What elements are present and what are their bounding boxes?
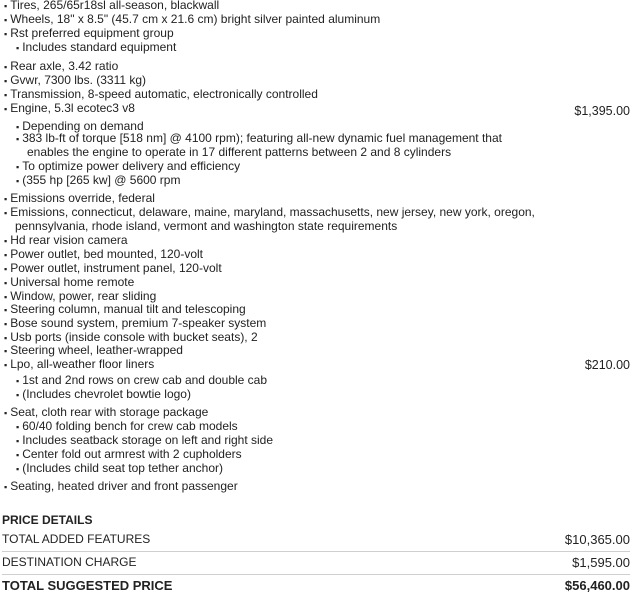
- feature-text: Steering wheel, leather-wrapped: [10, 343, 183, 357]
- feature-line: [4, 59, 118, 74]
- feature-text: Gvwr, 7300 lbs. (3311 kg): [10, 73, 147, 87]
- feature-line: [16, 159, 240, 174]
- bullet-icon: ▪: [4, 1, 8, 11]
- bullet-icon: ▪: [4, 305, 8, 315]
- bullet-icon: ▪: [16, 390, 20, 400]
- feature-line: [4, 479, 238, 494]
- feature-text: Power outlet, instrument panel, 120-volt: [10, 261, 222, 275]
- destination-charge-label: DESTINATION CHARGE: [2, 555, 137, 569]
- floor-liners-price: $210.00: [584, 358, 630, 372]
- bullet-icon: ▪: [4, 346, 8, 356]
- feature-line: [4, 261, 222, 276]
- feature-line: [4, 405, 208, 420]
- feature-text: Power outlet, bed mounted, 120-volt: [10, 247, 203, 261]
- price-details-heading: PRICE DETAILS: [2, 513, 93, 527]
- feature-line: [16, 461, 223, 476]
- feature-text: (Includes chevrolet bowtie logo): [22, 387, 191, 401]
- feature-text: (Includes child seat top tether anchor): [22, 461, 223, 475]
- feature-text: Emissions, connecticut, delaware, maine, maryland, massachusetts, new jersey, new york, oregon,: [10, 205, 535, 219]
- feature-line: [4, 343, 183, 358]
- feature-text: Universal home remote: [10, 275, 135, 289]
- total-suggested-price-label: TOTAL SUGGESTED PRICE: [2, 578, 173, 593]
- feature-text: Seat, cloth rear with storage package: [10, 405, 209, 419]
- total-added-features-value: $10,365.00: [564, 532, 630, 547]
- feature-text: Wheels, 18" x 8.5" (45.7 cm x 21.6 cm) bright silver painted aluminum: [10, 12, 381, 26]
- feature-text: Usb ports (inside console with bucket seats), 2: [10, 330, 258, 344]
- feature-line: [4, 191, 155, 206]
- bullet-icon: ▪: [4, 264, 8, 274]
- feature-line: [4, 26, 174, 41]
- bullet-icon: ▪: [16, 422, 20, 432]
- bullet-icon: ▪: [4, 482, 8, 492]
- bullet-icon: ▪: [4, 29, 8, 39]
- feature-line: [4, 247, 203, 262]
- bullet-icon: ▪: [4, 408, 8, 418]
- feature-text: 60/40 folding bench for crew cab models: [22, 419, 238, 433]
- bullet-icon: ▪: [16, 176, 20, 186]
- bullet-icon: ▪: [16, 450, 20, 460]
- feature-line: [4, 316, 266, 331]
- feature-text: Transmission, 8-speed automatic, electronically controlled: [10, 87, 318, 101]
- feature-text: Window, power, rear sliding: [10, 289, 157, 303]
- bullet-icon: ▪: [4, 250, 8, 260]
- bullet-icon: ▪: [16, 134, 20, 144]
- bullet-icon: ▪: [4, 15, 8, 25]
- feature-text: Bose sound system, premium 7-speaker system: [10, 316, 267, 330]
- feature-text: Center fold out armrest with 2 cupholders: [22, 447, 242, 461]
- feature-text: 1st and 2nd rows on crew cab and double cab: [22, 373, 268, 387]
- bullet-icon: ▪: [4, 333, 8, 343]
- feature-line: [15, 219, 397, 233]
- feature-text: enables the engine to operate in 17 different patterns between 2 and 8 cylinders: [27, 145, 452, 159]
- bullet-icon: ▪: [4, 90, 8, 100]
- destination-charge-value: $1,595.00: [572, 555, 630, 570]
- feature-line: [4, 205, 535, 220]
- feature-line: [4, 275, 134, 290]
- feature-text: Emissions override, federal: [10, 191, 155, 205]
- total-added-features-row: [2, 532, 630, 546]
- feature-text: Includes standard equipment: [22, 40, 177, 54]
- feature-text: To optimize power delivery and efficiency: [22, 159, 241, 173]
- feature-text: (355 hp [265 kw] @ 5600 rpm: [22, 173, 181, 187]
- bullet-icon: ▪: [4, 62, 8, 72]
- feature-line: [16, 387, 191, 402]
- engine-price: $1,395.00: [574, 104, 630, 118]
- bullet-icon: ▪: [16, 43, 20, 53]
- feature-text: Engine, 5.3l ecotec3 v8: [10, 101, 135, 115]
- feature-text: Tires, 265/65r18sl all-season, blackwall: [10, 0, 220, 12]
- bullet-icon: ▪: [16, 376, 20, 386]
- feature-text: Rear axle, 3.42 ratio: [10, 59, 119, 73]
- feature-line: [16, 131, 502, 146]
- bullet-icon: ▪: [4, 236, 8, 246]
- bullet-icon: ▪: [16, 162, 20, 172]
- feature-line: [4, 357, 154, 372]
- feature-line: [4, 233, 128, 248]
- feature-line: [16, 433, 273, 448]
- bullet-icon: ▪: [4, 360, 8, 370]
- divider: [2, 551, 630, 552]
- feature-line: [27, 145, 451, 159]
- total-added-features-label: TOTAL ADDED FEATURES: [2, 532, 151, 546]
- bullet-icon: ▪: [4, 292, 8, 302]
- bullet-icon: ▪: [4, 76, 8, 86]
- total-suggested-price-value: $56,460.00: [564, 578, 630, 593]
- bullet-icon: ▪: [16, 122, 20, 132]
- feature-text: Hd rear vision camera: [10, 233, 128, 247]
- feature-text: 383 lb-ft of torque [518 nm] @ 4100 rpm); featuring all-new dynamic fuel management that: [22, 131, 502, 145]
- feature-line: [16, 419, 238, 434]
- feature-line: [16, 373, 267, 388]
- bullet-icon: ▪: [4, 319, 8, 329]
- feature-line: [4, 73, 146, 88]
- feature-text: Lpo, all-weather floor liners: [10, 357, 155, 371]
- feature-text: Steering column, manual tilt and telescoping: [10, 302, 246, 316]
- feature-text: Seating, heated driver and front passenger: [10, 479, 238, 493]
- feature-text: Includes seatback storage on left and right side: [22, 433, 274, 447]
- feature-line: [4, 12, 380, 27]
- bullet-icon: ▪: [4, 104, 8, 114]
- feature-line: [16, 40, 176, 55]
- feature-line: [4, 302, 246, 317]
- feature-line: [16, 173, 180, 188]
- feature-line: [4, 87, 318, 102]
- feature-line: [16, 447, 242, 462]
- feature-text: Rst preferred equipment group: [10, 26, 174, 40]
- total-suggested-price-row: [2, 578, 630, 593]
- feature-text: Depending on demand: [22, 119, 144, 133]
- bullet-icon: ▪: [4, 278, 8, 288]
- destination-charge-row: [2, 555, 630, 569]
- bullet-icon: ▪: [16, 436, 20, 446]
- bullet-icon: ▪: [16, 464, 20, 474]
- feature-text: pennsylvania, rhode island, vermont and washington state requirements: [15, 219, 398, 233]
- bullet-icon: ▪: [4, 208, 8, 218]
- bullet-icon: ▪: [4, 194, 8, 204]
- feature-line: [4, 101, 135, 116]
- divider: [2, 574, 630, 575]
